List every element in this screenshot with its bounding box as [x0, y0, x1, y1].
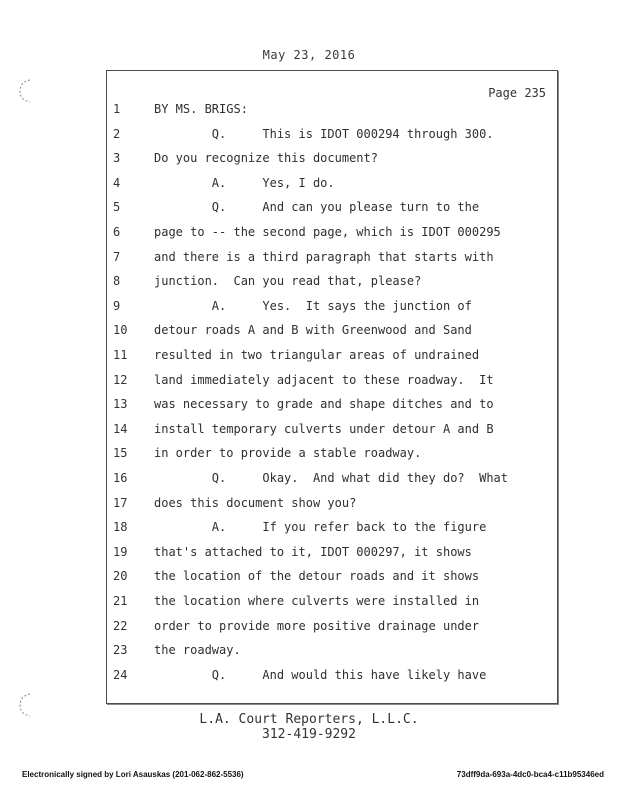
- line-number: 13: [113, 397, 128, 412]
- line-text: A. Yes. It says the junction of: [154, 298, 472, 313]
- line-text: the location of the detour roads and it shows: [154, 569, 480, 584]
- line-text: and there is a third paragraph that starts with: [154, 249, 494, 264]
- line-text: Q. And would this have likely have: [154, 667, 487, 682]
- line-number: 15: [113, 446, 128, 461]
- line-number: 14: [113, 421, 128, 436]
- line-number: 22: [113, 618, 128, 633]
- line-text: A. If you refer back to the figure: [154, 520, 487, 535]
- line-text: the roadway.: [154, 643, 241, 658]
- transcript-line: [0, 668, 618, 688]
- line-number: 24: [113, 667, 128, 682]
- transcript-line: [0, 151, 618, 171]
- transcript-line: [0, 643, 618, 663]
- transcript-line: [0, 225, 618, 245]
- line-text: Q. And can you please turn to the: [154, 200, 480, 215]
- line-text: Q. Okay. And what did they do? What: [154, 471, 509, 485]
- line-number: 23: [113, 643, 128, 658]
- transcript-line: [0, 520, 618, 540]
- line-number: 10: [113, 323, 128, 338]
- transcript-line: [0, 127, 618, 147]
- line-text: resulted in two triangular areas of undrained: [154, 348, 480, 362]
- transcript-line: [0, 422, 618, 442]
- line-text: order to provide more positive drainage under: [154, 618, 480, 633]
- transcript-line: [0, 373, 618, 393]
- line-text: land immediately adjacent to these roadway. It: [154, 372, 494, 387]
- line-number: 19: [113, 544, 128, 559]
- line-number: 7: [113, 249, 121, 264]
- line-text: was necessary to grade and shape ditches and to: [154, 397, 494, 412]
- line-number: 9: [113, 298, 121, 313]
- punch-hole-bottom-icon: [16, 692, 40, 718]
- page-number: Page 235: [488, 86, 546, 100]
- court-reporter-name: L.A. Court Reporters, L.L.C.: [199, 712, 419, 727]
- transcript-line: [0, 200, 618, 220]
- date-header: May 23, 2016: [262, 48, 356, 62]
- transcript-line: [0, 274, 618, 294]
- transcript-line: [0, 569, 618, 589]
- line-number: 6: [113, 225, 121, 239]
- line-text: junction. Can you read that, please?: [154, 274, 422, 289]
- line-text: detour roads A and B with Greenwood and Sand: [154, 323, 472, 338]
- transcript-line: [0, 250, 618, 270]
- line-number: 1: [113, 102, 121, 116]
- line-text: install temporary culverts under detour A and B: [154, 421, 494, 436]
- line-text: the location where culverts were installed in: [154, 594, 480, 608]
- transcript-line: [0, 594, 618, 614]
- line-number: 5: [113, 200, 121, 215]
- transcript-line: [0, 348, 618, 368]
- line-number: 21: [113, 594, 128, 608]
- line-number: 12: [113, 372, 128, 387]
- line-number: 17: [113, 495, 128, 510]
- line-number: 3: [113, 151, 121, 166]
- court-reporter-phone: 312-419-9292: [262, 727, 356, 742]
- line-text: Do you recognize this document?: [154, 151, 378, 166]
- transcript-line: [0, 446, 618, 466]
- transcript-line: [0, 323, 618, 343]
- line-number: 11: [113, 348, 128, 362]
- line-text: A. Yes, I do.: [154, 175, 335, 190]
- transcript-line: [0, 176, 618, 196]
- transcript-line: [0, 545, 618, 565]
- signature-left: Electronically signed by Lori Asauskas (201-062-862-5536): [22, 770, 244, 779]
- transcript-line: [0, 619, 618, 639]
- line-text: page to -- the second page, which is IDOT 000295: [154, 225, 501, 239]
- signature-right: 73dff9da-693a-4dc0-bca4-c11b95346ed: [456, 770, 604, 779]
- footer: [0, 712, 618, 742]
- line-text: in order to provide a stable roadway.: [154, 446, 422, 461]
- transcript-line: [0, 397, 618, 417]
- line-text: Q. This is IDOT 000294 through 300.: [154, 126, 494, 141]
- transcript-line: [0, 102, 618, 122]
- line-number: 18: [113, 520, 128, 535]
- line-number: 4: [113, 175, 121, 190]
- line-text: that's attached to it, IDOT 000297, it shows: [154, 544, 472, 559]
- transcript-line: [0, 299, 618, 319]
- line-number: 20: [113, 569, 128, 584]
- transcript-line: [0, 471, 618, 491]
- line-number: 2: [113, 126, 121, 141]
- transcript-line: [0, 496, 618, 516]
- line-text: does this document show you?: [154, 495, 357, 510]
- punch-hole-top-icon: [16, 78, 40, 104]
- line-text: BY MS. BRIGS:: [154, 102, 248, 116]
- line-number: 8: [113, 274, 121, 289]
- line-number: 16: [113, 471, 128, 485]
